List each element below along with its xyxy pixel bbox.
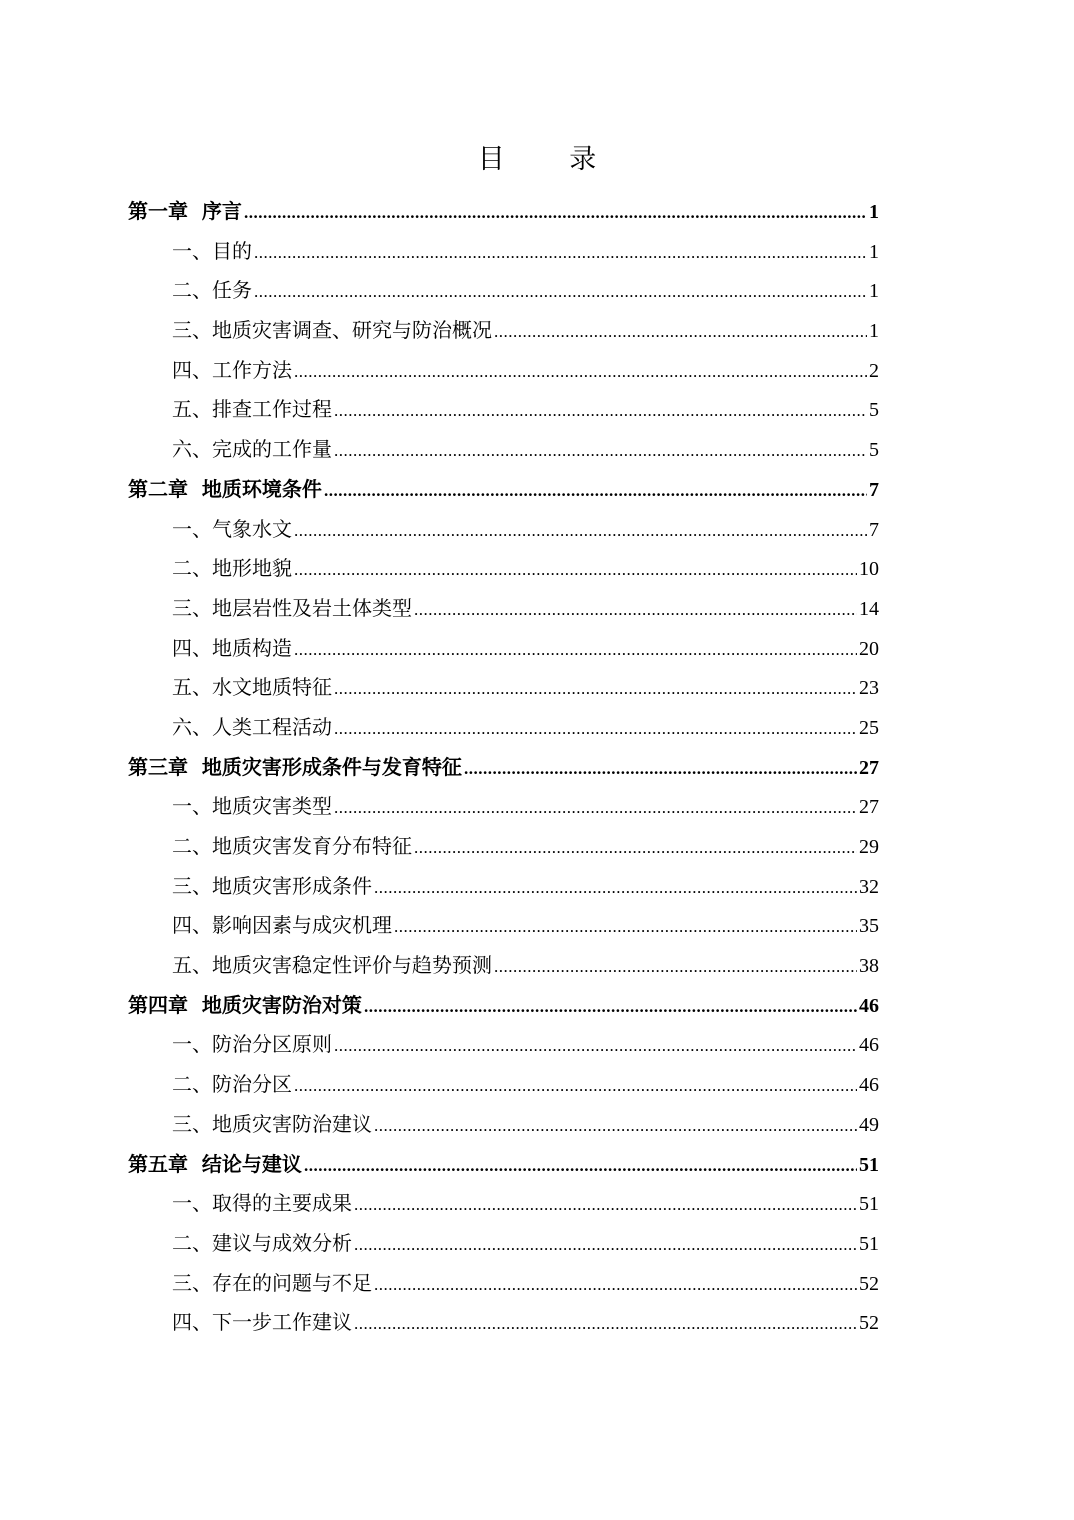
toc-section-entry[interactable] <box>128 827 879 867</box>
toc-page-number: 51 <box>859 1153 879 1176</box>
toc-entry-label: 三、地层岩性及岩土体类型 <box>172 595 412 620</box>
dot-leader <box>374 868 857 908</box>
dot-leader <box>494 312 867 352</box>
page-title: 目 录 <box>477 144 625 175</box>
toc-entry-label: 三、地质灾害防治建议 <box>172 1111 372 1136</box>
dot-leader <box>294 550 857 590</box>
dot-leader <box>294 511 867 551</box>
toc-page-number: 29 <box>859 836 879 858</box>
toc-entry-label: 六、完成的工作量 <box>172 437 332 462</box>
toc-entry-label: 二、防治分区 <box>172 1072 292 1097</box>
toc-page-number: 7 <box>869 518 879 541</box>
toc-section-entry[interactable] <box>128 549 879 589</box>
dot-leader <box>334 1026 857 1066</box>
toc-page-number: 46 <box>859 1034 879 1057</box>
toc-section-entry[interactable] <box>128 1105 879 1145</box>
toc-section-entry[interactable] <box>128 430 879 470</box>
toc-entry-label: 二、地形地貌 <box>172 556 292 581</box>
toc-entry-label: 第三章 地质灾害形成条件与发育特征 <box>128 754 462 779</box>
toc-section-entry[interactable] <box>128 1065 879 1105</box>
dot-leader <box>334 669 857 709</box>
toc-section-entry[interactable] <box>128 1303 879 1343</box>
toc-section-entry[interactable] <box>128 906 879 946</box>
toc-page-number: 2 <box>869 359 879 382</box>
toc-page-number: 23 <box>859 677 879 700</box>
toc-section-entry[interactable] <box>128 629 879 669</box>
toc-section-entry[interactable] <box>128 867 879 907</box>
toc-page-number: 46 <box>859 994 879 1017</box>
toc-entry-label: 四、影响因素与成灾机理 <box>172 913 392 938</box>
dot-leader <box>244 193 867 233</box>
dot-leader <box>354 1225 857 1265</box>
toc-page-number: 1 <box>869 320 879 343</box>
dot-leader <box>374 1106 857 1146</box>
toc-page-number: 1 <box>869 240 879 263</box>
toc-section-entry[interactable] <box>128 390 879 430</box>
toc-section-entry[interactable] <box>128 510 879 550</box>
toc-page-number: 1 <box>869 201 879 223</box>
toc-entry-label: 一、气象水文 <box>172 516 292 541</box>
toc-entry-label: 二、任务 <box>172 278 252 303</box>
dot-leader <box>464 749 857 789</box>
dot-leader <box>394 907 857 947</box>
toc-entry-label: 四、工作方法 <box>172 357 292 382</box>
toc-section-entry[interactable] <box>128 946 879 986</box>
toc-entry-label: 第一章 序言 <box>128 199 242 223</box>
toc-entry-label: 五、水文地质特征 <box>172 675 332 700</box>
dot-leader <box>254 272 867 312</box>
dot-leader <box>354 1185 857 1225</box>
toc-entry-label: 三、存在的问题与不足 <box>172 1270 372 1295</box>
dot-leader <box>494 947 857 987</box>
dot-leader <box>364 987 857 1027</box>
toc-entry-label: 四、地质构造 <box>172 635 292 660</box>
dot-leader <box>354 1304 857 1344</box>
toc-page-number: 51 <box>859 1232 879 1255</box>
dot-leader <box>324 471 867 511</box>
toc-section-entry[interactable] <box>128 1224 879 1264</box>
toc-section-entry[interactable] <box>128 787 879 827</box>
toc-section-entry[interactable] <box>128 271 879 311</box>
toc-page-number: 25 <box>859 716 879 739</box>
toc-page-number: 51 <box>859 1193 879 1216</box>
toc-page-number: 38 <box>859 955 879 978</box>
toc-page-number: 20 <box>859 637 879 660</box>
toc-chapter-entry[interactable] <box>128 1145 879 1185</box>
toc-section-entry[interactable] <box>128 232 879 272</box>
dot-leader <box>334 391 867 431</box>
dot-leader <box>304 1146 857 1186</box>
toc-section-entry[interactable] <box>128 708 879 748</box>
toc-entry-label: 六、人类工程活动 <box>172 714 332 739</box>
toc-entry-label: 四、下一步工作建议 <box>172 1310 352 1335</box>
toc-entry-label: 第二章 地质环境条件 <box>128 476 322 501</box>
toc-entry-label: 二、建议与成效分析 <box>172 1230 352 1255</box>
toc-page-number: 52 <box>859 1272 879 1295</box>
toc-section-entry[interactable] <box>128 668 879 708</box>
toc-entry-label: 五、排查工作过程 <box>172 397 332 422</box>
toc-section-entry[interactable] <box>128 311 879 351</box>
dot-leader <box>414 828 857 868</box>
toc-page-number: 27 <box>859 796 879 819</box>
toc-chapter-entry[interactable] <box>128 192 879 232</box>
dot-leader <box>334 788 857 828</box>
dot-leader <box>414 590 857 630</box>
toc-page-number: 7 <box>869 478 879 501</box>
toc-entry-label: 二、地质灾害发育分布特征 <box>172 834 412 858</box>
toc-entry-label: 一、目的 <box>172 238 252 263</box>
toc-entry-label: 一、取得的主要成果 <box>172 1191 352 1216</box>
toc-section-entry[interactable] <box>128 589 879 629</box>
toc-page-number: 1 <box>869 280 879 303</box>
toc-page-number: 35 <box>859 915 879 938</box>
dot-leader <box>294 352 867 392</box>
toc-page-number: 14 <box>859 597 879 620</box>
toc-section-entry[interactable] <box>128 1264 879 1304</box>
dot-leader <box>334 431 867 471</box>
toc-page-number: 46 <box>859 1074 879 1097</box>
toc-entry-label: 一、防治分区原则 <box>172 1032 332 1057</box>
dot-leader <box>294 1066 857 1106</box>
toc-chapter-entry[interactable] <box>128 748 879 788</box>
toc-entry-label: 一、地质灾害类型 <box>172 794 332 819</box>
toc-page-number: 5 <box>869 399 879 422</box>
toc-page-number: 5 <box>869 439 879 462</box>
toc-entry-label: 第五章 结论与建议 <box>128 1151 302 1176</box>
toc-entry-label: 第四章 地质灾害防治对策 <box>128 992 362 1017</box>
toc-page-number: 27 <box>859 756 879 779</box>
toc-entry-label: 五、地质灾害稳定性评价与趋势预测 <box>172 953 492 978</box>
dot-leader <box>294 630 857 670</box>
dot-leader <box>254 233 867 273</box>
toc-chapter-entry[interactable] <box>128 470 879 510</box>
toc-page-number: 52 <box>859 1312 879 1335</box>
dot-leader <box>334 709 857 749</box>
toc-chapter-entry[interactable] <box>128 986 879 1026</box>
toc-entry-label: 三、地质灾害调查、研究与防治概况 <box>172 318 492 343</box>
table-of-contents <box>128 192 879 1343</box>
toc-section-entry[interactable] <box>128 351 879 391</box>
toc-page-number: 49 <box>859 1113 879 1136</box>
dot-leader <box>374 1265 857 1305</box>
toc-section-entry[interactable] <box>128 1025 879 1065</box>
toc-page-number: 10 <box>859 558 879 581</box>
toc-section-entry[interactable] <box>128 1184 879 1224</box>
toc-page-number: 32 <box>859 875 879 898</box>
toc-entry-label: 三、地质灾害形成条件 <box>172 873 372 898</box>
